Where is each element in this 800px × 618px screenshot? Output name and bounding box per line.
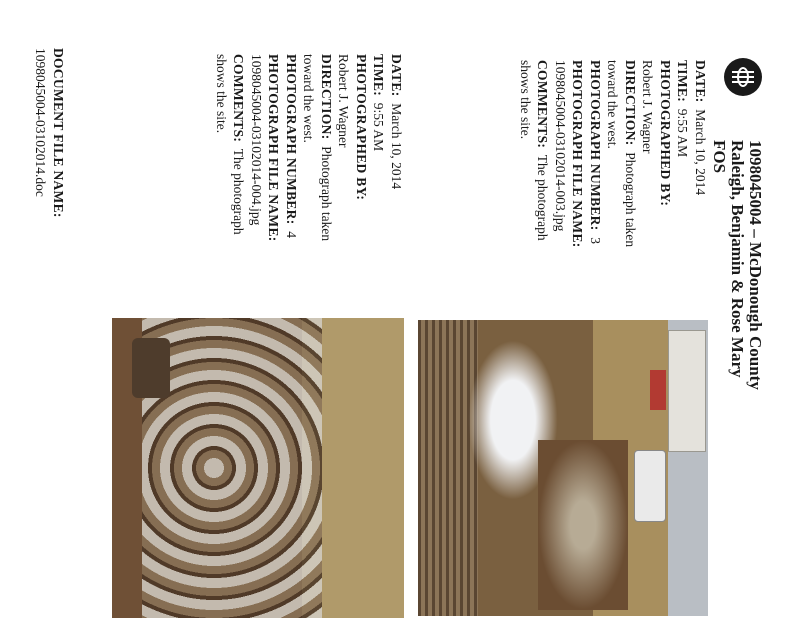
photo-file-label: PHOTOGRAPH FILE NAME:: [266, 54, 282, 242]
date-value: March 10, 2014: [693, 109, 708, 196]
logo-inner-lines: [732, 67, 754, 87]
direction-label: DIRECTION:: [623, 60, 638, 146]
document-file-info: [31, 48, 66, 218]
time-label: TIME:: [371, 54, 387, 96]
comments-value-line2: shows the site.: [518, 60, 533, 140]
header-title-line1: 1098045004 – McDonough County: [746, 140, 765, 390]
photo3-info: [516, 60, 709, 248]
direction-value-line1: Photograph taken: [319, 146, 334, 242]
site-photograph-3: [418, 320, 708, 616]
photo-file-label: PHOTOGRAPH FILE NAME:: [570, 60, 586, 248]
photographer-value: Robert J. Wagner: [640, 60, 656, 154]
photo-number-label: PHOTOGRAPH NUMBER:: [284, 54, 299, 225]
photo-number-value: 4: [284, 231, 299, 239]
direction-value-line2: toward the west.: [301, 54, 317, 143]
document-file-value: 1098045004-03102014.doc: [33, 48, 49, 197]
photo-file-value: 1098045004-03102014-003.jpg: [553, 60, 568, 232]
date-label: DATE:: [693, 60, 708, 103]
site-photograph-4: [112, 318, 404, 618]
photo-file-value: 1098045004-03102014-004.jpg: [249, 54, 264, 226]
photographed-by-label: PHOTOGRAPHED BY:: [658, 60, 673, 207]
agency-logo: [724, 58, 762, 96]
time-label: TIME:: [675, 60, 691, 102]
direction-value-line2: toward the west.: [605, 60, 621, 149]
photo-number-label: PHOTOGRAPH NUMBER:: [588, 60, 603, 231]
document-header: [710, 140, 764, 390]
header-title-line3: FOS: [710, 140, 729, 174]
photo3-red-vehicle: [650, 370, 666, 410]
direction-value-line1: Photograph taken: [623, 152, 638, 248]
time-value: 9:55 AM: [675, 108, 691, 158]
direction-label: DIRECTION:: [319, 54, 334, 140]
comments-label: COMMENTS:: [535, 60, 551, 149]
header-title-line2: Raleigh, Benjamin & Rose Mary: [728, 140, 747, 378]
photo4-log: [132, 338, 170, 398]
comments-value-line2: shows the site.: [214, 54, 229, 134]
photo3-truck: [634, 450, 666, 522]
comments-value-line1: The photograph: [231, 148, 247, 235]
time-value: 9:55 AM: [371, 102, 387, 152]
date-label: DATE:: [389, 54, 404, 97]
date-value: March 10, 2014: [389, 103, 404, 190]
document-file-label: DOCUMENT FILE NAME:: [51, 48, 66, 218]
photo4-info: [212, 54, 405, 242]
comments-label: COMMENTS:: [231, 54, 247, 143]
photo3-rubble: [538, 440, 628, 610]
photographer-value: Robert J. Wagner: [336, 54, 352, 148]
photographed-by-label: PHOTOGRAPHED BY:: [354, 54, 369, 201]
photo-number-value: 3: [588, 237, 603, 245]
comments-value-line1: The photograph: [535, 154, 551, 241]
photo3-house: [668, 330, 706, 452]
